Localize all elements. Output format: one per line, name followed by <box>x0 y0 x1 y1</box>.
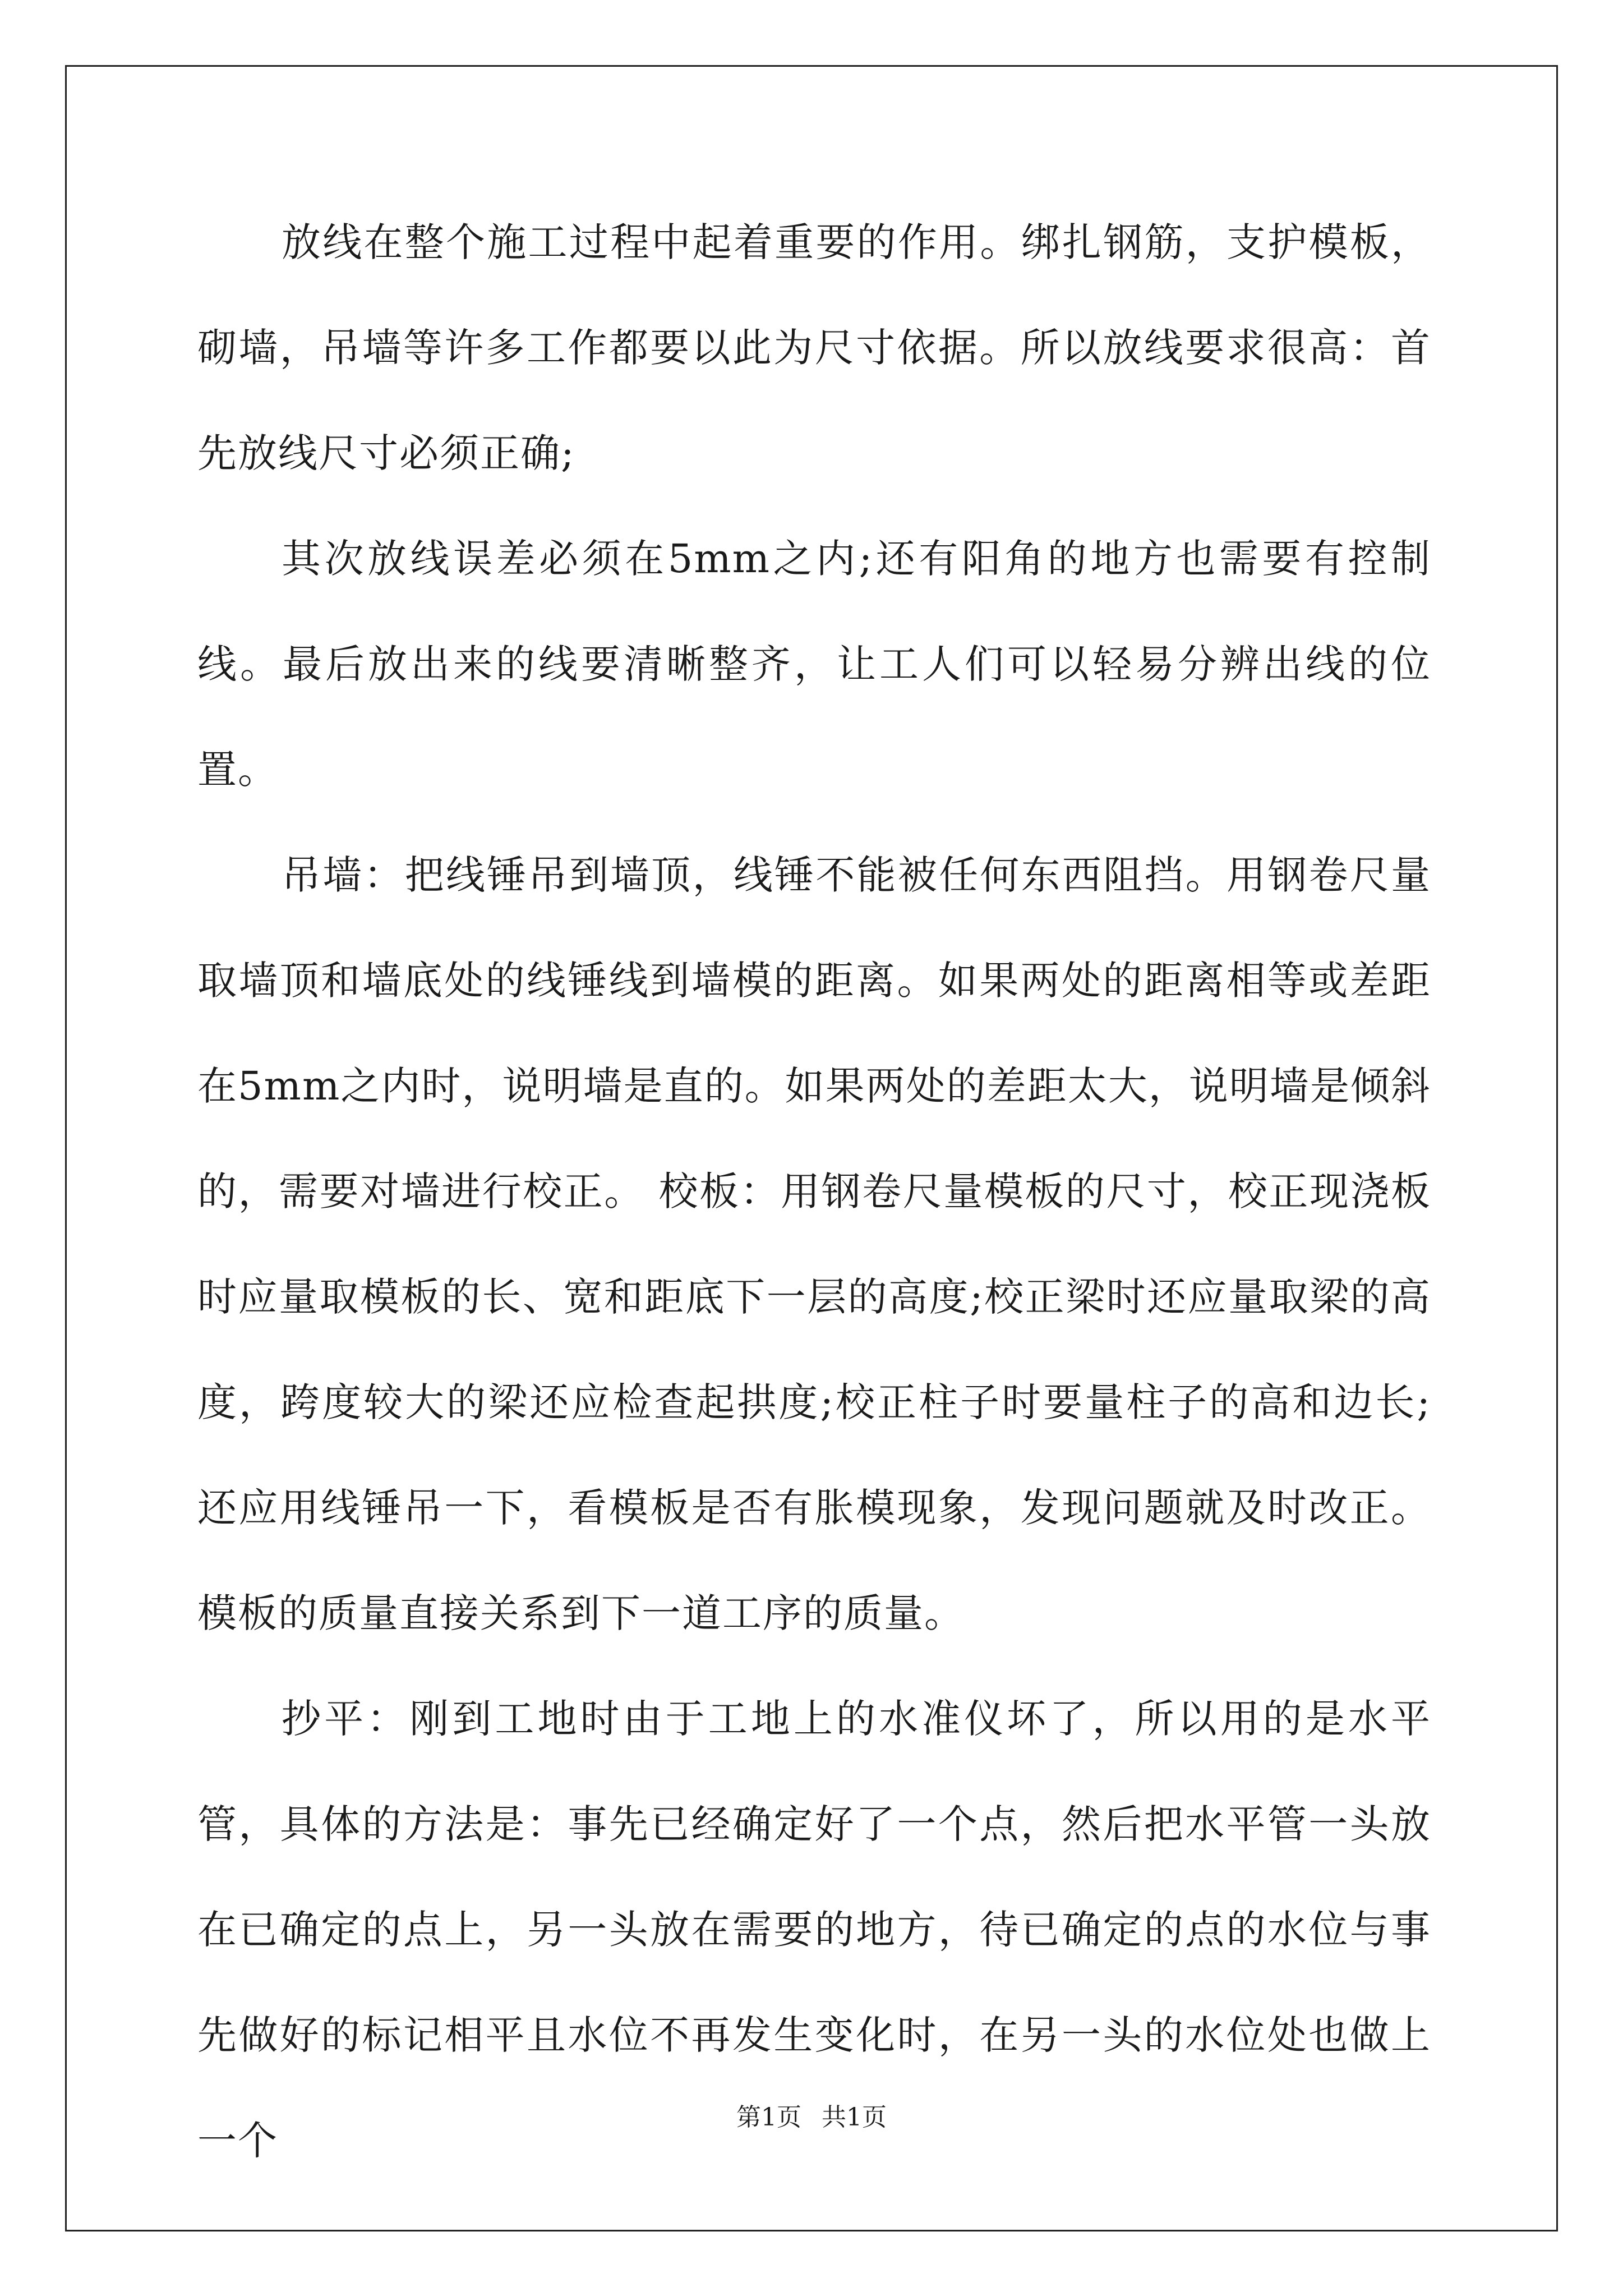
page-number-current: 第1页 <box>736 2103 801 2132</box>
paragraph-fangxian: 放线在整个施工过程中起着重要的作用。绑扎钢筋，支护模板，砌墙，吊墙等许多工作都要以此为尺寸依据。所以放线要求很高：首先放线尺寸必须正确; <box>197 219 1431 476</box>
document-body <box>197 190 1431 2193</box>
paragraph-chaoping: 抄平：刚到工地时由于工地上的水准仪坏了，所以用的是水平管，具体的方法是：事先已经确定好了一个点，然后把水平管一头放在已确定的点上，另一头放在需要的地方，待已确定的点的水位与事先做好的标记相平且水位不再发生变化时，在另一头的水位处也做上一个 <box>197 1696 1431 2164</box>
paragraph-diaoqiang: 吊墙：把线锤吊到墙顶，线锤不能被任何东西阻挡。用钢卷尺量取墙顶和墙底处的线锤线到墙模的距离。如果两处的距离相等或差距在5mm之内时，说明墙是直的。如果两处的差距太大，说明墙是倾斜的，需要对墙进行校正。 校板：用钢卷尺量模板的尺寸，校正现浇板时应量取模板的长、宽和距底下一层的高度;校正梁时还应量取梁的高度，跨度较大的梁还应检查起拱度;校正柱子时要量柱子的高和边长;还应用线锤吊一下，看模板是否有胀模现象，发现问题就及时改正。模板的质量直接关系到下一道工序的质量。 <box>197 852 1431 1636</box>
page-number-total: 共1页 <box>822 2103 887 2132</box>
page-footer <box>0 2101 1623 2134</box>
paragraph-error-margin: 其次放线误差必须在5mm之内;还有阳角的地方也需要有控制线。最后放出来的线要清晰整齐，让工人们可以轻易分辨出线的位置。 <box>197 536 1431 793</box>
